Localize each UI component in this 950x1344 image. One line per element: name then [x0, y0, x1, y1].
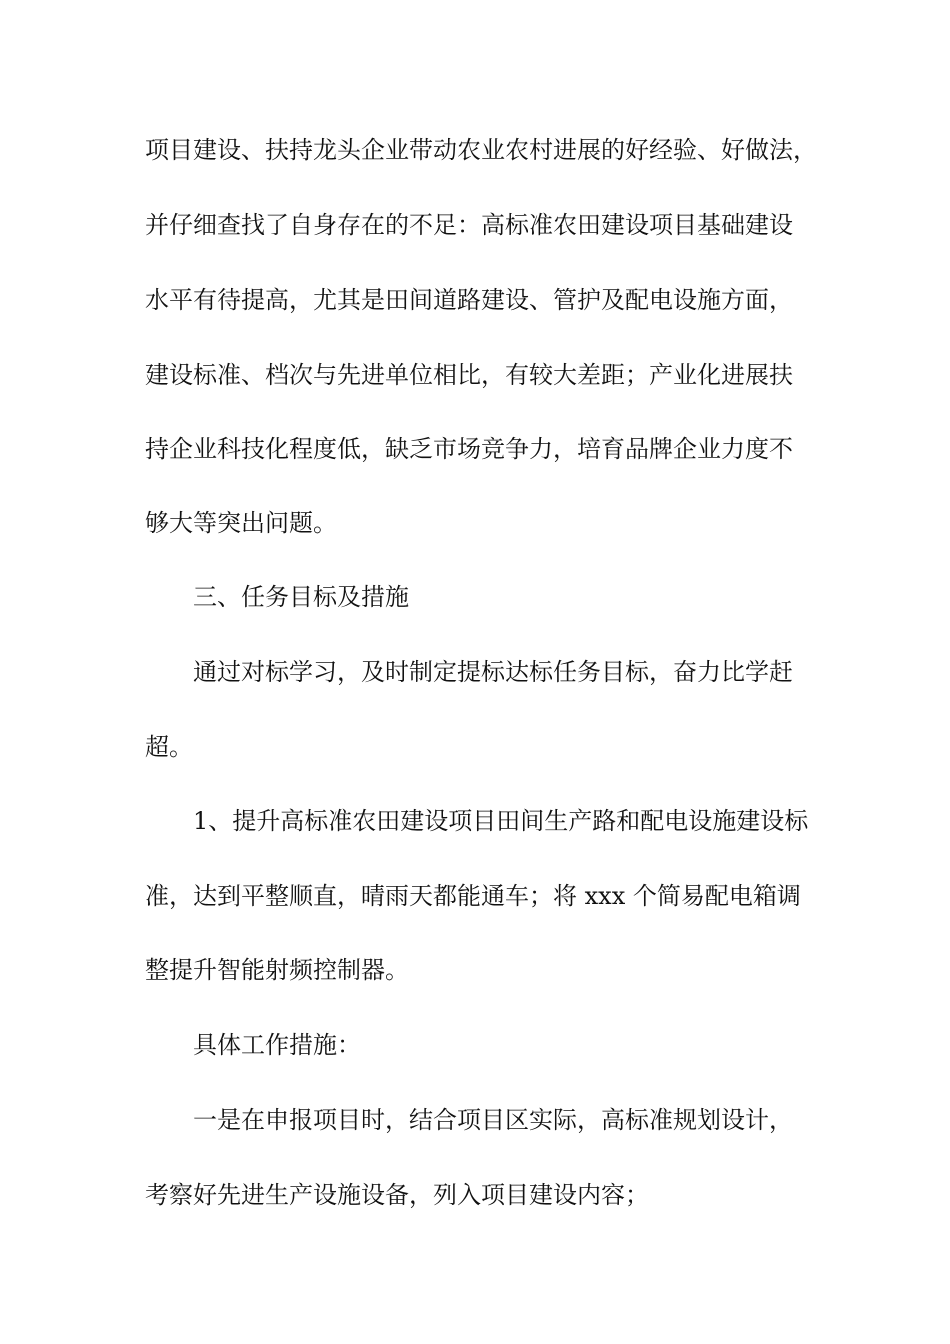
paragraph-line: 持企业科技化程度低，缺乏市场竞争力，培育品牌企业力度不	[145, 435, 793, 463]
paragraph-line: 考察好先进生产设施设备，列入项目建设内容；	[145, 1181, 649, 1209]
paragraph-line: 水平有待提高，尤其是田间道路建设、管护及配电设施方面，	[145, 286, 793, 314]
paragraph-line: 准，达到平整顺直，晴雨天都能通车；将 xxx 个简易配电箱调	[145, 882, 801, 910]
paragraph-line: 整提升智能射频控制器。	[145, 956, 409, 984]
paragraph-line: 超。	[145, 733, 193, 761]
paragraph-line: 建设标准、档次与先进单位相比，有较大差距；产业化进展扶	[145, 361, 793, 389]
paragraph-line: 项目建设、扶持龙头企业带动农业农村进展的好经验、好做法，	[145, 136, 817, 164]
paragraph-line: 一是在申报项目时，结合项目区实际，高标准规划设计，	[193, 1106, 793, 1134]
paragraph-line: 够大等突出问题。	[145, 509, 337, 537]
paragraph-line: 具体工作措施：	[193, 1031, 361, 1059]
paragraph-line: 通过对标学习，及时制定提标达标任务目标，奋力比学赶	[193, 658, 793, 686]
paragraph-line: 1、提升高标准农田建设项目田间生产路和配电设施建设标	[193, 807, 809, 835]
paragraph-line: 并仔细查找了自身存在的不足：高标准农田建设项目基础建设	[145, 211, 793, 239]
section-heading: 三、任务目标及措施	[193, 583, 409, 611]
